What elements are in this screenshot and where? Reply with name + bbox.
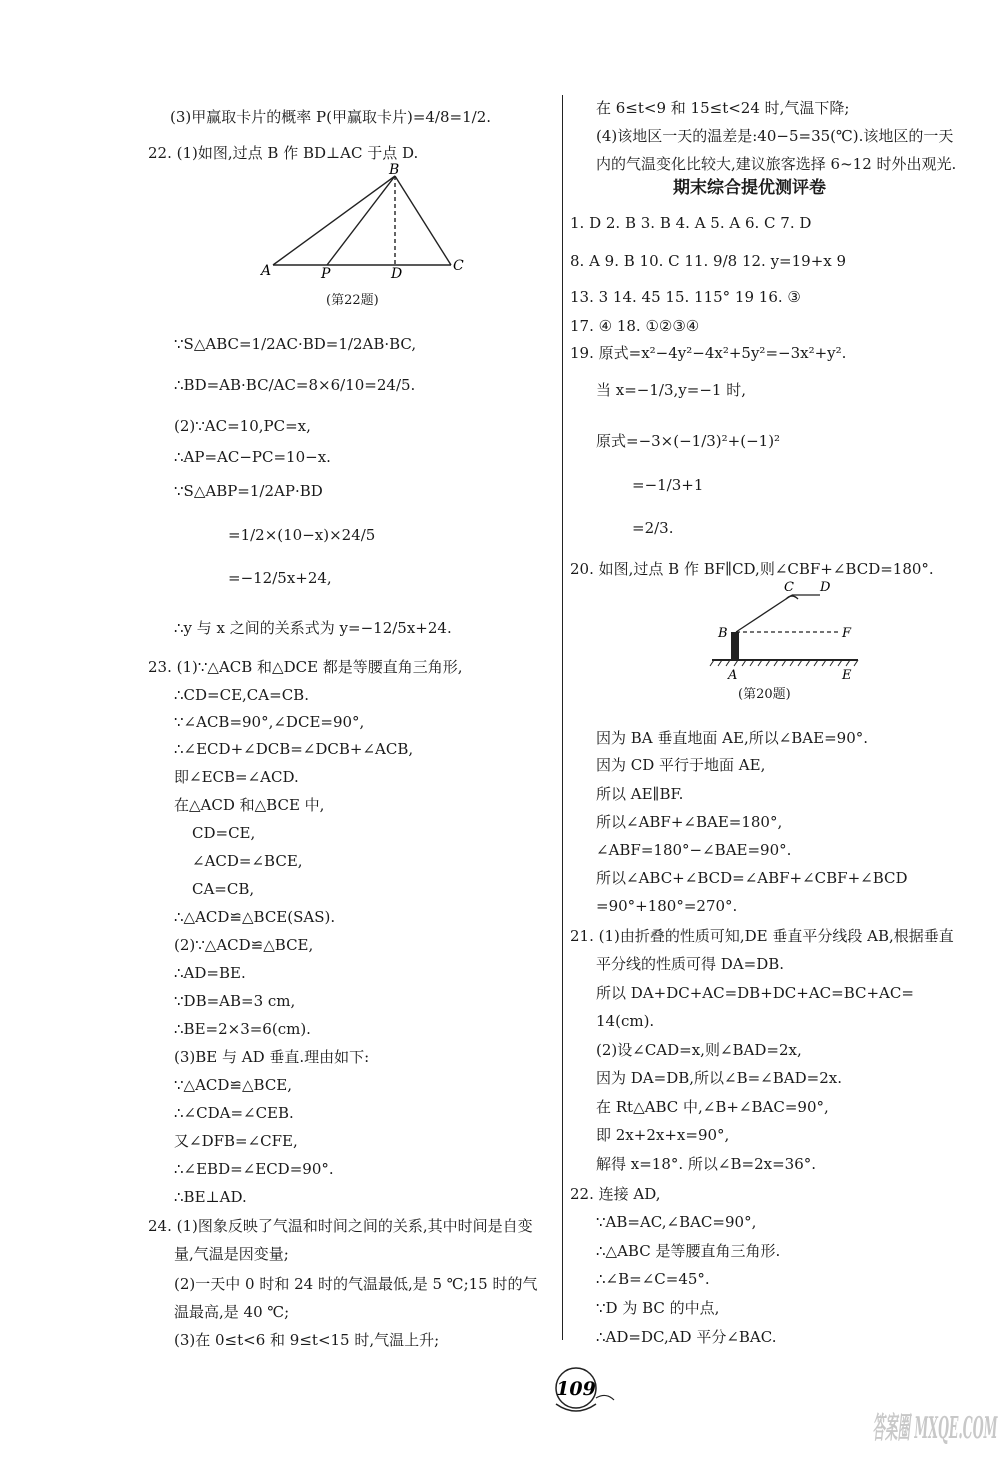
- solution-line: 13. 3 14. 45 15. 115° 19 16. ③: [570, 288, 801, 306]
- solution-line: 即 2x+2x+x=90°,: [596, 1126, 730, 1144]
- watermark-logo: [870, 1400, 1000, 1470]
- section-heading: 期末综合提优测评卷: [673, 178, 826, 198]
- solution-line: CD=CE,: [192, 824, 256, 842]
- solution-line: 22. 连接 AD,: [570, 1185, 661, 1203]
- label-c: C: [453, 258, 464, 274]
- solution-line: 温最高,是 40 ℃;: [174, 1303, 290, 1321]
- segment-pb: [327, 176, 395, 265]
- solution-line: 因为 DA=DB,所以∠B=∠BAD=2x.: [596, 1069, 842, 1087]
- column-divider: [562, 95, 563, 1340]
- solution-line: 在 6≤t<9 和 15≤t<24 时,气温下降;: [596, 99, 850, 117]
- solution-line: ∴AD=BE.: [174, 964, 246, 982]
- figure-22-caption: (第22题): [326, 293, 379, 308]
- solution-line: 所以∠ABF+∠BAE=180°,: [596, 813, 783, 831]
- solution-line: 20. 如图,过点 B 作 BF∥CD,则∠CBF+∠BCD=180°.: [570, 560, 934, 578]
- solution-line: 8. A 9. B 10. C 11. 9/8 12. y=19+x 9: [570, 252, 847, 270]
- label-p: P: [321, 266, 331, 282]
- solution-line: 内的气温变化比较大,建议旅客选择 6~12 时外出观光.: [596, 155, 957, 173]
- solution-line: 平分线的性质可得 DA=DB.: [596, 955, 785, 973]
- solution-line: ∴∠CDA=∠CEB.: [174, 1104, 294, 1122]
- solution-line: ∴AP=AC−PC=10−x.: [174, 448, 331, 466]
- label-b: B: [389, 162, 400, 178]
- solution-line: =−1/3+1: [632, 476, 704, 494]
- solution-line: 所以∠ABC+∠BCD=∠ABF+∠CBF+∠BCD: [596, 869, 908, 887]
- solution-line: (2)∵△ACD≌△BCE,: [174, 936, 314, 954]
- solution-line: =2/3.: [632, 519, 674, 537]
- solution-line: 所以 AE∥BF.: [596, 785, 684, 803]
- solution-line: ∵∠ACB=90°,∠DCE=90°,: [174, 713, 365, 731]
- solution-line: ∴△ABC 是等腰直角三角形.: [596, 1242, 781, 1260]
- solution-line: 因为 CD 平行于地面 AE,: [596, 756, 766, 774]
- solution-line: 17. ④ 18. ①②③④: [570, 317, 700, 335]
- label-d: D: [391, 266, 403, 282]
- solution-line: CA=CB,: [192, 880, 255, 898]
- solution-line: 即∠ECB=∠ACD.: [174, 768, 299, 786]
- solution-line: 又∠DFB=∠CFE,: [174, 1132, 298, 1150]
- solution-line: (2)设∠CAD=x,则∠BAD=2x,: [596, 1041, 802, 1059]
- solution-line: 因为 BA 垂直地面 AE,所以∠BAE=90°.: [596, 729, 869, 747]
- solution-line: ∴y 与 x 之间的关系式为 y=−12/5x+24.: [174, 619, 452, 637]
- page-number-ornament: [540, 1358, 620, 1418]
- page-number: 109: [556, 1378, 596, 1400]
- solution-line: 原式=−3×(−1/3)²+(−1)²: [596, 432, 781, 450]
- solution-line: 当 x=−1/3,y=−1 时,: [596, 381, 746, 399]
- solution-line: 21. (1)由折叠的性质可知,DE 垂直平分线段 AB,根据垂直: [570, 927, 954, 945]
- label-d: D: [820, 580, 831, 595]
- solution-line: ∴CD=CE,CA=CB.: [174, 686, 309, 704]
- segment-bc: [395, 176, 451, 265]
- segment-ab: [273, 176, 395, 265]
- label-a: A: [728, 668, 738, 683]
- label-c: C: [784, 580, 794, 595]
- solution-line: ∴BE⊥AD.: [174, 1188, 247, 1206]
- solution-line: 量,气温是因变量;: [174, 1245, 289, 1263]
- solution-line: ∴BD=AB·BC/AC=8×6/10=24/5.: [174, 376, 416, 394]
- solution-line: 在△ACD 和△BCE 中,: [174, 796, 325, 814]
- solution-line: 22. (1)如图,过点 B 作 BD⊥AC 于点 D.: [148, 144, 419, 162]
- figure-22: [255, 160, 475, 310]
- pole-ba: [731, 632, 739, 660]
- solution-line: (3)BE 与 AD 垂直.理由如下:: [174, 1048, 370, 1066]
- label-f: F: [842, 626, 852, 641]
- solution-line: ∵S△ABC=1/2AC·BD=1/2AB·BC,: [174, 335, 417, 353]
- watermark-text: 答案圈 MXQE.COM: [872, 1411, 998, 1446]
- solution-line: ∴BE=2×3=6(cm).: [174, 1020, 311, 1038]
- solution-line: =90°+180°=270°.: [596, 897, 738, 915]
- solution-line: ∴AD=DC,AD 平分∠BAC.: [596, 1328, 777, 1346]
- solution-line: ∴∠ECD+∠DCB=∠DCB+∠ACB,: [174, 740, 414, 758]
- solution-line: 14(cm).: [596, 1012, 655, 1030]
- solution-line: 解得 x=18°. 所以∠B=2x=36°.: [596, 1155, 817, 1173]
- solution-line: (3)在 0≤t<6 和 9≤t<15 时,气温上升;: [174, 1331, 440, 1349]
- solution-line: 23. (1)∵△ACB 和△DCE 都是等腰直角三角形,: [148, 658, 463, 676]
- solution-line: 24. (1)图象反映了气温和时间之间的关系,其中时间是自变: [148, 1217, 533, 1235]
- solution-line: =−12/5x+24,: [228, 569, 332, 587]
- solution-line: 1. D 2. B 3. B 4. A 5. A 6. C 7. D: [570, 214, 812, 232]
- solution-line: (2)∵AC=10,PC=x,: [174, 417, 311, 435]
- solution-line: ∠ABF=180°−∠BAE=90°.: [596, 841, 792, 859]
- segment-bc: [736, 595, 792, 632]
- label-a: A: [261, 263, 272, 279]
- solution-line: (4)该地区一天的温差是:40−5=35(℃).该地区的一天: [596, 127, 954, 145]
- solution-line: (2)一天中 0 时和 24 时的气温最低,是 5 ℃;15 时的气: [174, 1275, 538, 1293]
- solution-line: ∵△ACD≌△BCE,: [174, 1076, 293, 1094]
- solution-line: ∠ACD=∠BCE,: [192, 852, 303, 870]
- solution-line: =1/2×(10−x)×24/5: [228, 526, 376, 544]
- solution-line: (3)甲赢取卡片的概率 P(甲赢取卡片)=4/8=1/2.: [170, 108, 491, 126]
- solution-line: ∵DB=AB=3 cm,: [174, 992, 296, 1010]
- label-e: E: [842, 668, 852, 683]
- figure-20-caption: (第20题): [738, 687, 791, 702]
- solution-line: 19. 原式=x²−4y²−4x²+5y²=−3x²+y².: [570, 344, 847, 362]
- solution-line: 所以 DA+DC+AC=DB+DC+AC=BC+AC=: [596, 984, 914, 1002]
- solution-line: ∵AB=AC,∠BAC=90°,: [596, 1213, 757, 1231]
- solution-line: 在 Rt△ABC 中,∠B+∠BAC=90°,: [596, 1098, 829, 1116]
- solution-line: ∴∠B=∠C=45°.: [596, 1270, 710, 1288]
- solution-line: ∵D 为 BC 的中点,: [596, 1299, 720, 1317]
- label-b: B: [718, 626, 728, 641]
- solution-line: ∵S△ABP=1/2AP·BD: [174, 482, 323, 500]
- solution-line: ∴△ACD≌△BCE(SAS).: [174, 908, 336, 926]
- figure-20: [700, 575, 870, 685]
- solution-line: ∴∠EBD=∠ECD=90°.: [174, 1160, 334, 1178]
